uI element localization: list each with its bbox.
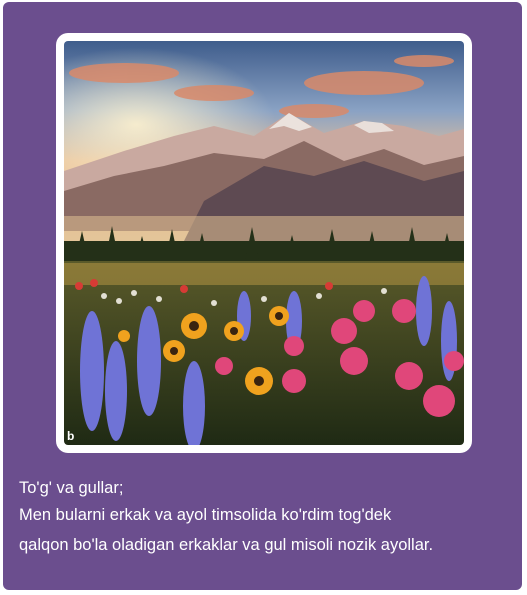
- post-card: [3, 2, 522, 590]
- caption-line-1: To'g' va gullar;: [19, 479, 124, 497]
- landscape-image[interactable]: [64, 41, 464, 445]
- image-frame: [56, 33, 472, 453]
- post-caption: [19, 476, 519, 560]
- caption-line-2: Men bularni erkak va ayol timsolida ko'rdim tog'dek: [19, 506, 392, 524]
- bing-logo-icon: b: [67, 429, 75, 443]
- caption-line-3: qalqon bo'la oladigan erkaklar va gul misoli nozik ayollar.: [19, 536, 434, 554]
